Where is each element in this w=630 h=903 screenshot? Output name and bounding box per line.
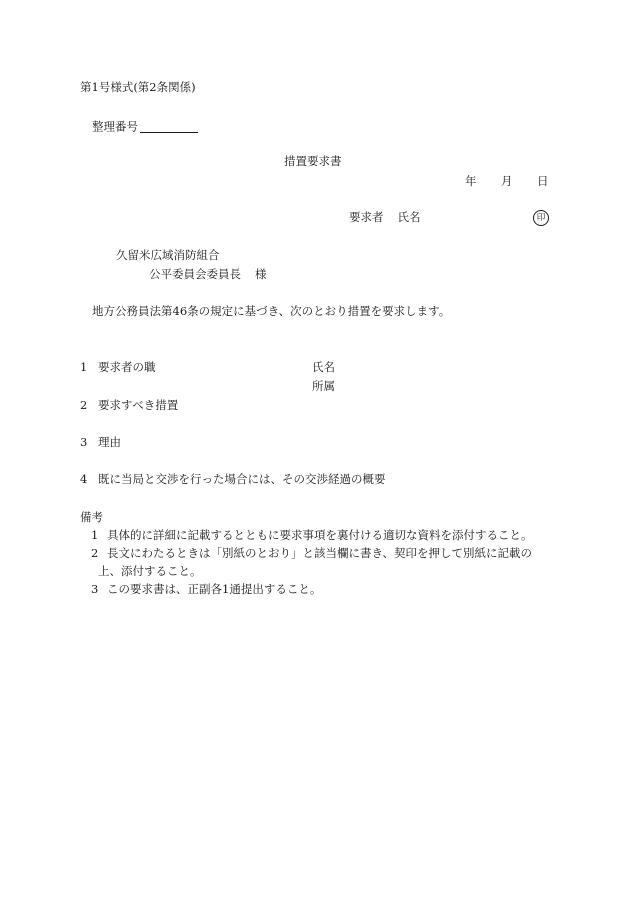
item-number: 3 <box>80 435 88 449</box>
reference-number-field <box>92 120 198 133</box>
item-number: 4 <box>80 472 88 486</box>
item-text: 理由 <box>98 435 121 449</box>
item-text: 要求すべき措置 <box>98 398 179 412</box>
reference-number-label: 整理番号 <box>92 119 138 134</box>
remark-2-continuation: 上、添付すること。 <box>98 564 202 578</box>
form-number: 第1号様式(第2条関係) <box>80 80 196 94</box>
addressee-title: 公平委員会委員長 <box>149 267 241 281</box>
remark-3 <box>91 584 321 596</box>
requester-name-label: 氏名 <box>397 210 421 224</box>
requester-line <box>349 212 421 224</box>
reference-number-blank <box>140 120 198 133</box>
item-3 <box>80 437 121 449</box>
remark-number: 1 <box>91 528 99 542</box>
addressee-organization: 久留米広域消防組合 <box>116 248 220 262</box>
addressee-title-line <box>149 269 267 281</box>
document-title: 措置要求書 <box>284 154 342 168</box>
remark-1 <box>91 530 533 542</box>
item1-affiliation-label: 所属 <box>312 379 335 393</box>
item-4 <box>80 474 386 486</box>
item-number: 1 <box>80 360 88 374</box>
remark-number: 2 <box>91 546 99 560</box>
item-1 <box>80 362 156 374</box>
intro-text: 地方公務員法第46条の規定に基づき、次のとおり措置を要求します。 <box>92 304 451 318</box>
remark-text: 具体的に詳細に記載するとともに要求事項を裏付ける適切な資料を添付すること。 <box>107 528 533 542</box>
remark-2 <box>91 548 532 560</box>
addressee-honorific: 様 <box>255 267 267 281</box>
requester-label: 要求者 <box>349 210 384 224</box>
remark-text: 長文にわたるときは「別紙のとおり」と該当欄に書き、契印を押して別紙に記載の <box>107 546 533 560</box>
item-text: 要求者の職 <box>98 360 156 374</box>
item1-name-label: 氏名 <box>312 360 335 374</box>
seal-mark: 印 <box>533 210 549 226</box>
remark-number: 3 <box>91 582 99 596</box>
date-month-label: 月 <box>501 174 513 188</box>
date-year-label: 年 <box>465 174 477 188</box>
item-text: 既に当局と交渉を行った場合には、その交渉経過の概要 <box>98 472 386 486</box>
date-line <box>465 176 549 188</box>
item-number: 2 <box>80 398 88 412</box>
date-day-label: 日 <box>537 174 549 188</box>
item-2 <box>80 400 178 412</box>
remark-text: この要求書は、正副各1通提出すること。 <box>107 582 322 596</box>
remarks-heading: 備考 <box>80 510 103 524</box>
